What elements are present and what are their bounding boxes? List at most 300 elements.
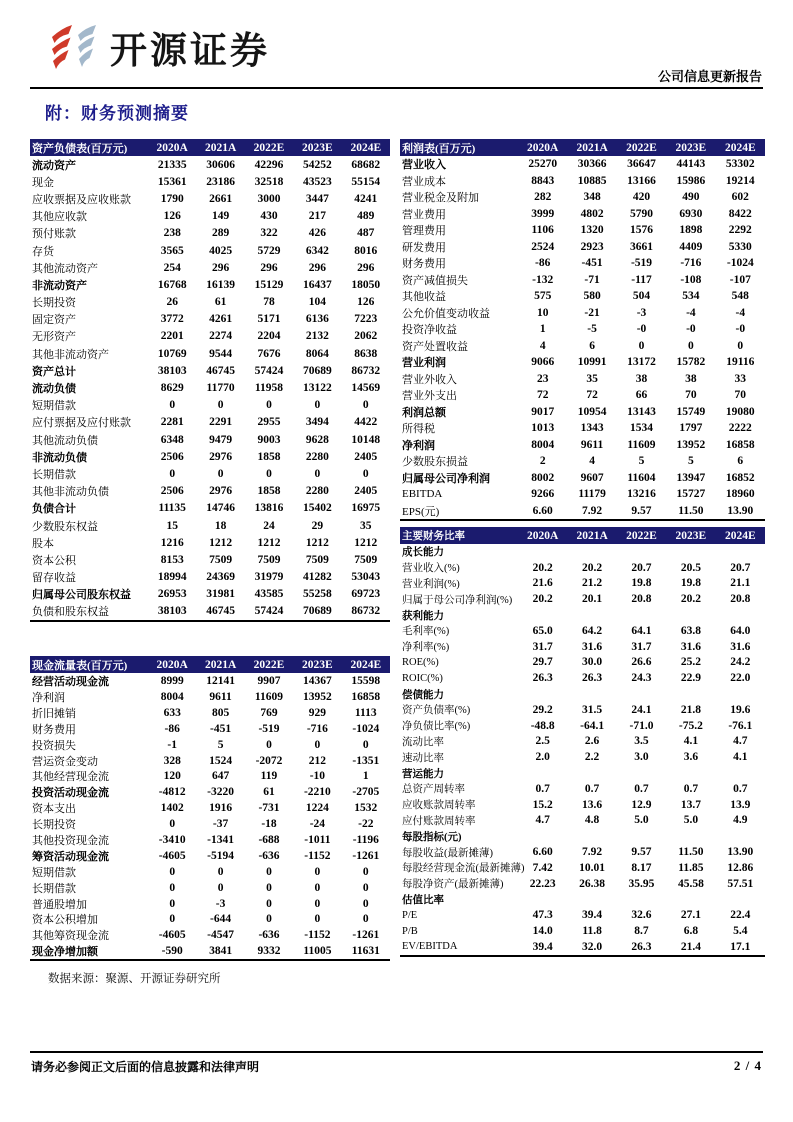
row-label: 归属于母公司净利润(%)	[402, 594, 513, 606]
table-row	[30, 465, 390, 482]
cell-value: 0	[266, 881, 272, 894]
cell-value: 61	[214, 296, 227, 309]
cell-value: -1261	[352, 849, 380, 862]
cell-value: 0	[638, 339, 645, 352]
cell-value: 13122	[303, 382, 332, 395]
cell-value: 42296	[254, 158, 284, 171]
cell-value: 0.7	[584, 782, 600, 795]
cell-value: 22.23	[529, 877, 556, 890]
cell-value: -519	[630, 257, 653, 270]
cell-value: 20.7	[631, 561, 652, 574]
footer-disclaimer: 请务必参阅正文后面的信息披露和法律声明	[31, 1060, 260, 1074]
table-row	[400, 371, 765, 388]
cell-value: 3772	[160, 313, 184, 326]
cell-value: 6	[737, 455, 744, 468]
table-row	[30, 517, 390, 534]
cell-value: 6348	[160, 433, 184, 446]
row-label: ROE(%)	[402, 656, 439, 668]
cell-value: 9017	[531, 405, 555, 418]
table-row	[400, 470, 765, 487]
cell-value: 70689	[303, 605, 332, 618]
table-row	[400, 844, 765, 860]
table-row	[400, 765, 765, 781]
table-row	[400, 576, 765, 592]
row-label: 所得税	[402, 423, 435, 436]
cell-value: 20.2	[532, 561, 553, 574]
row-label: 营运资金变动	[32, 755, 98, 768]
cell-value: -3220	[207, 786, 235, 799]
cell-value: 9.57	[631, 504, 652, 517]
cell-value: -108	[680, 273, 702, 286]
cell-value: 25270	[528, 158, 558, 171]
cell-value: 0	[169, 818, 176, 831]
cell-value: 296	[308, 261, 327, 274]
row-label: 偿债能力	[402, 689, 444, 701]
row-label: 营业成本	[402, 175, 446, 188]
cell-value: 23186	[206, 175, 235, 188]
table-row	[400, 860, 765, 876]
cell-value: -451	[581, 257, 603, 270]
cell-value: 4.1	[733, 751, 748, 764]
cell-value: 20.5	[680, 561, 701, 574]
cell-value: 43523	[303, 175, 332, 188]
cell-value: -64.1	[580, 719, 605, 732]
row-label: 非流动负债	[32, 451, 87, 464]
cell-value: 1224	[305, 802, 329, 815]
cell-value: -21	[584, 306, 600, 319]
cell-value: 10991	[577, 356, 607, 369]
cell-value: 575	[534, 290, 552, 303]
table-row	[400, 639, 765, 655]
table-row	[400, 591, 765, 607]
cell-value: 9611	[580, 438, 604, 451]
table-row	[400, 222, 765, 239]
cell-value: 26.38	[579, 877, 606, 890]
cell-value: 2405	[354, 450, 378, 463]
row-label: 获利能力	[402, 610, 444, 622]
row-label: 资产总计	[32, 365, 76, 378]
cell-value: -71	[584, 273, 600, 286]
cell-value: 2291	[209, 416, 233, 429]
cell-value: 8064	[305, 347, 329, 360]
cell-value: 4025	[209, 244, 233, 257]
row-label: 总资产周转率	[402, 784, 465, 796]
cell-value: -22	[358, 818, 374, 831]
table-row	[30, 190, 390, 207]
cell-value: -1196	[352, 833, 379, 846]
cell-value: 7.42	[532, 861, 553, 874]
cell-value: 0.7	[535, 782, 550, 795]
cell-value: 12141	[206, 675, 235, 688]
cell-value: 13952	[676, 438, 706, 451]
cell-value: 4409	[679, 240, 703, 253]
cell-value: 0	[688, 339, 694, 352]
cell-value: 19116	[726, 356, 755, 369]
ratios-table	[400, 527, 765, 957]
table-row	[30, 294, 390, 311]
cell-value: 64.1	[631, 624, 652, 637]
cell-value: 120	[163, 770, 181, 783]
cell-value: 13.6	[582, 798, 603, 811]
table-row	[30, 721, 390, 737]
table-row	[30, 225, 390, 242]
row-label: 每股经营现金流(最新摊薄)	[402, 863, 525, 875]
cell-value: 15.2	[532, 798, 553, 811]
cell-value: -2210	[303, 786, 331, 799]
cell-value: 38	[685, 372, 697, 385]
cell-value: 0	[266, 738, 272, 751]
table-row	[400, 288, 765, 305]
row-label: 研发费用	[402, 241, 446, 254]
row-label: 固定资产	[32, 314, 76, 327]
column-header: 2023E	[675, 141, 707, 154]
cell-value: 3661	[629, 240, 653, 253]
cell-value: 489	[357, 210, 375, 223]
cell-value: 1113	[354, 706, 377, 719]
cell-value: -107	[729, 273, 751, 286]
cell-value: 15986	[676, 174, 706, 187]
table-row	[400, 813, 765, 829]
row-label: ROIC(%)	[402, 672, 443, 684]
cell-value: 4.7	[535, 814, 550, 827]
column-header: 2020A	[527, 529, 559, 542]
table-row	[30, 603, 390, 620]
cell-value: 212	[308, 754, 327, 767]
table-row	[30, 673, 390, 689]
cell-value: 12.86	[727, 861, 754, 874]
cell-value: 14569	[351, 382, 381, 395]
cell-value: 0	[169, 467, 176, 480]
cell-value: 18050	[351, 278, 381, 291]
row-label: 投资活动现金流	[32, 787, 109, 800]
cell-value: 9066	[531, 356, 555, 369]
table-row	[30, 551, 390, 568]
row-label: 资产减值损失	[402, 274, 468, 287]
cell-value: 18994	[157, 571, 187, 584]
cell-value: 2661	[209, 192, 233, 205]
cell-value: 2062	[354, 330, 378, 343]
cell-value: 5.0	[683, 814, 699, 827]
row-label: 普通股增加	[32, 898, 87, 911]
cell-value: 0	[266, 865, 272, 878]
cell-value: -4	[735, 306, 746, 319]
cell-value: 602	[731, 191, 749, 204]
cell-value: 1216	[160, 536, 184, 549]
cell-value: 3999	[531, 207, 555, 220]
table-row	[400, 189, 765, 206]
cell-value: 1212	[354, 536, 378, 549]
cell-value: 8004	[160, 690, 184, 703]
cell-value: 27.1	[680, 909, 701, 922]
cell-value: 13172	[627, 356, 656, 369]
row-label: 净负债比率(%)	[402, 721, 471, 733]
row-label: 营业费用	[402, 208, 446, 221]
cell-value: -117	[631, 273, 652, 286]
cell-value: 16768	[157, 278, 187, 291]
table-row	[400, 670, 765, 686]
cell-value: 1	[362, 770, 369, 783]
cell-value: 7.92	[582, 504, 603, 517]
cell-value: 647	[211, 770, 230, 783]
cell-value: -37	[212, 818, 229, 831]
table-row	[400, 387, 765, 404]
cell-value: 15782	[676, 356, 706, 369]
cell-value: 2280	[305, 485, 329, 498]
cell-value: 2506	[160, 450, 184, 463]
cell-value: 805	[211, 706, 230, 719]
cell-value: 8.17	[631, 861, 652, 874]
cell-value: 15598	[351, 675, 381, 688]
cell-value: 8629	[160, 382, 184, 395]
cell-value: 29	[311, 519, 324, 532]
row-label: 资产负债率(%)	[402, 705, 471, 717]
column-header: 2020A	[527, 141, 559, 154]
row-label: EPS(元)	[402, 505, 440, 518]
cell-value: 8.7	[634, 925, 649, 938]
cell-value: 2292	[728, 224, 752, 237]
cell-value: 8843	[531, 174, 555, 187]
cell-value: 1534	[629, 422, 653, 435]
cell-value: 0	[737, 339, 744, 352]
cell-value: 11631	[351, 945, 380, 958]
cell-value: 769	[260, 706, 278, 719]
row-label: 营业外支出	[402, 390, 457, 403]
cell-value: 15727	[676, 488, 706, 501]
row-label: 应付票据及应付账款	[32, 417, 131, 430]
row-label: 净利率(%)	[402, 642, 450, 654]
cell-value: 929	[308, 706, 327, 719]
cell-value: 0	[362, 913, 369, 926]
cell-value: 10769	[157, 347, 187, 360]
cell-value: 19.8	[631, 577, 652, 590]
row-label: 短期借款	[32, 400, 76, 413]
cell-value: -1024	[726, 257, 754, 270]
cell-value: 3447	[305, 192, 329, 205]
cell-value: 2201	[160, 330, 184, 343]
cell-value: 1576	[629, 224, 653, 237]
cell-value: 26.3	[631, 940, 652, 953]
cell-value: 12.9	[631, 798, 652, 811]
cell-value: 8422	[728, 207, 752, 220]
cell-value: 31.7	[631, 640, 652, 653]
cell-value: 4802	[580, 207, 604, 220]
table-row	[30, 832, 390, 848]
cell-value: 2274	[209, 330, 233, 343]
cell-value: 149	[211, 210, 230, 223]
cell-value: 7676	[257, 347, 281, 360]
cell-value: 3.5	[634, 735, 649, 748]
cell-value: 1212	[257, 536, 281, 549]
cell-value: 43585	[254, 588, 284, 601]
table-row	[30, 848, 390, 864]
table-row	[400, 453, 765, 470]
column-header: 2022E	[626, 529, 657, 542]
cell-value: 9907	[257, 675, 281, 688]
cell-value: 4.9	[733, 814, 748, 827]
cell-value: 9266	[531, 488, 555, 501]
column-header: 2020A	[156, 141, 188, 154]
cell-value: 29.2	[532, 703, 553, 716]
row-label: 利润总额	[402, 406, 446, 419]
cell-value: 24.1	[631, 703, 652, 716]
table-row	[30, 276, 390, 293]
cell-value: 0	[314, 897, 321, 910]
report-type-label: 公司信息更新报告	[657, 69, 762, 84]
cell-value: 31979	[254, 571, 284, 584]
cell-value: 13.9	[730, 798, 751, 811]
row-label: 少数股东权益	[32, 520, 98, 533]
row-label: 流动负债	[32, 383, 76, 396]
table-row	[30, 431, 390, 448]
cell-value: 13143	[627, 405, 656, 418]
cell-value: 11135	[158, 502, 186, 515]
cell-value: 19214	[725, 174, 755, 187]
table-row	[400, 255, 765, 272]
cell-value: 54252	[303, 158, 332, 171]
row-label: 其他非流动资产	[32, 348, 109, 361]
column-header: 2024E	[350, 141, 382, 154]
cell-value: -716	[306, 722, 328, 735]
table-row	[30, 483, 390, 500]
row-label: 资产处置收益	[402, 340, 468, 353]
cell-value: 8153	[160, 553, 184, 566]
cell-value: 426	[308, 227, 327, 240]
cell-value: 24	[263, 519, 275, 532]
row-label: 长期投资	[32, 819, 76, 832]
cell-value: 633	[163, 706, 181, 719]
cell-value: 1532	[354, 802, 378, 815]
cell-value: -3	[215, 897, 226, 910]
cell-value: -1341	[207, 833, 235, 846]
table-row	[400, 797, 765, 813]
cell-value: 32.0	[582, 940, 603, 953]
cell-value: 9611	[209, 690, 232, 703]
cell-value: 238	[163, 227, 181, 240]
cell-value: 7509	[354, 553, 378, 566]
table-row	[400, 544, 765, 560]
cell-value: 25.2	[680, 656, 701, 669]
cell-value: 11.50	[678, 846, 704, 859]
cell-value: 31.6	[582, 640, 603, 653]
cell-value: 1320	[580, 224, 604, 237]
cell-value: 26	[166, 296, 178, 309]
cell-value: 10885	[577, 174, 607, 187]
cell-value: 15361	[157, 175, 187, 188]
cell-value: 4.1	[683, 735, 699, 748]
table-row	[400, 828, 765, 844]
cell-value: 0	[169, 881, 176, 894]
cell-value: 2.6	[584, 735, 600, 748]
cell-value: 32.6	[631, 909, 652, 922]
table-row	[30, 311, 390, 328]
row-label: 其他经营现金流	[32, 771, 109, 784]
cell-value: 2.5	[535, 735, 550, 748]
cell-value: -10	[309, 770, 326, 783]
cell-value: 2281	[160, 416, 184, 429]
cell-value: 5330	[728, 240, 752, 253]
cell-value: 16975	[351, 502, 381, 515]
table-title: 现金流量表(百万元)	[32, 659, 128, 672]
cell-value: 15749	[676, 405, 706, 418]
cell-value: 11.50	[678, 504, 704, 517]
cell-value: 70	[734, 389, 747, 402]
cell-value: 53302	[725, 158, 755, 171]
cell-value: 2405	[354, 485, 378, 498]
cell-value: 1916	[209, 802, 233, 815]
cell-value: 0	[217, 399, 224, 412]
logo-icon	[46, 21, 102, 73]
cell-value: 348	[583, 191, 601, 204]
table-row	[400, 718, 765, 734]
row-label: 营运能力	[402, 768, 444, 780]
cell-value: 2280	[305, 450, 329, 463]
cell-value: 0	[362, 897, 369, 910]
cell-value: 1013	[531, 422, 555, 435]
cell-value: 26953	[157, 588, 187, 601]
header-logo	[46, 20, 270, 74]
cell-value: 296	[211, 261, 230, 274]
cell-value: 6	[589, 339, 595, 352]
column-header: 2022E	[253, 141, 285, 154]
cell-value: 9628	[305, 433, 329, 446]
cell-value: 1858	[257, 450, 281, 463]
cell-value: 15	[166, 519, 178, 532]
cell-value: -688	[258, 833, 280, 846]
row-label: 应收票据及应收账款	[32, 193, 131, 206]
cell-value: -4605	[158, 929, 186, 942]
cell-value: 35.95	[628, 877, 655, 890]
row-label: 每股净资产(最新摊薄)	[402, 879, 504, 891]
cell-value: 1343	[580, 422, 604, 435]
cell-value: 15129	[254, 278, 284, 291]
cell-value: -3	[636, 306, 647, 319]
cell-value: 22.4	[730, 909, 751, 922]
cell-value: -644	[210, 913, 232, 926]
column-header: 2021A	[576, 141, 608, 154]
cell-value: 0	[314, 865, 321, 878]
row-label: 公允价值变动收益	[402, 307, 490, 320]
cell-value: 11604	[627, 471, 656, 484]
table-row	[30, 911, 390, 927]
table-row	[30, 345, 390, 362]
cell-value: 5	[688, 455, 694, 468]
table-row	[400, 321, 765, 338]
cell-value: 2524	[531, 240, 555, 253]
row-label: 资本支出	[32, 803, 76, 816]
column-header: 2023E	[302, 141, 333, 154]
cell-value: 1524	[209, 754, 233, 767]
row-label: 其他筹资现金流	[32, 930, 109, 943]
cell-value: -48.8	[530, 719, 555, 732]
cashflow-table	[30, 656, 390, 961]
cell-value: -75.2	[678, 719, 703, 732]
cell-value: 26.3	[532, 672, 553, 685]
cell-value: 8002	[531, 471, 555, 484]
row-label: 营业收入(%)	[402, 563, 460, 575]
cell-value: 20.2	[532, 593, 553, 606]
cell-value: -86	[164, 722, 180, 735]
row-label: 其他应收款	[32, 211, 87, 224]
row-label: 经营活动现金流	[32, 676, 109, 689]
cell-value: 13166	[627, 174, 656, 187]
cell-value: 36647	[627, 158, 656, 171]
cell-value: 5790	[629, 207, 653, 220]
row-label: 其他非流动负债	[32, 486, 109, 499]
row-label: 营业外收入	[402, 373, 457, 386]
cell-value: 31.7	[532, 640, 553, 653]
cell-value: -2705	[352, 786, 380, 799]
table-row	[400, 437, 765, 454]
